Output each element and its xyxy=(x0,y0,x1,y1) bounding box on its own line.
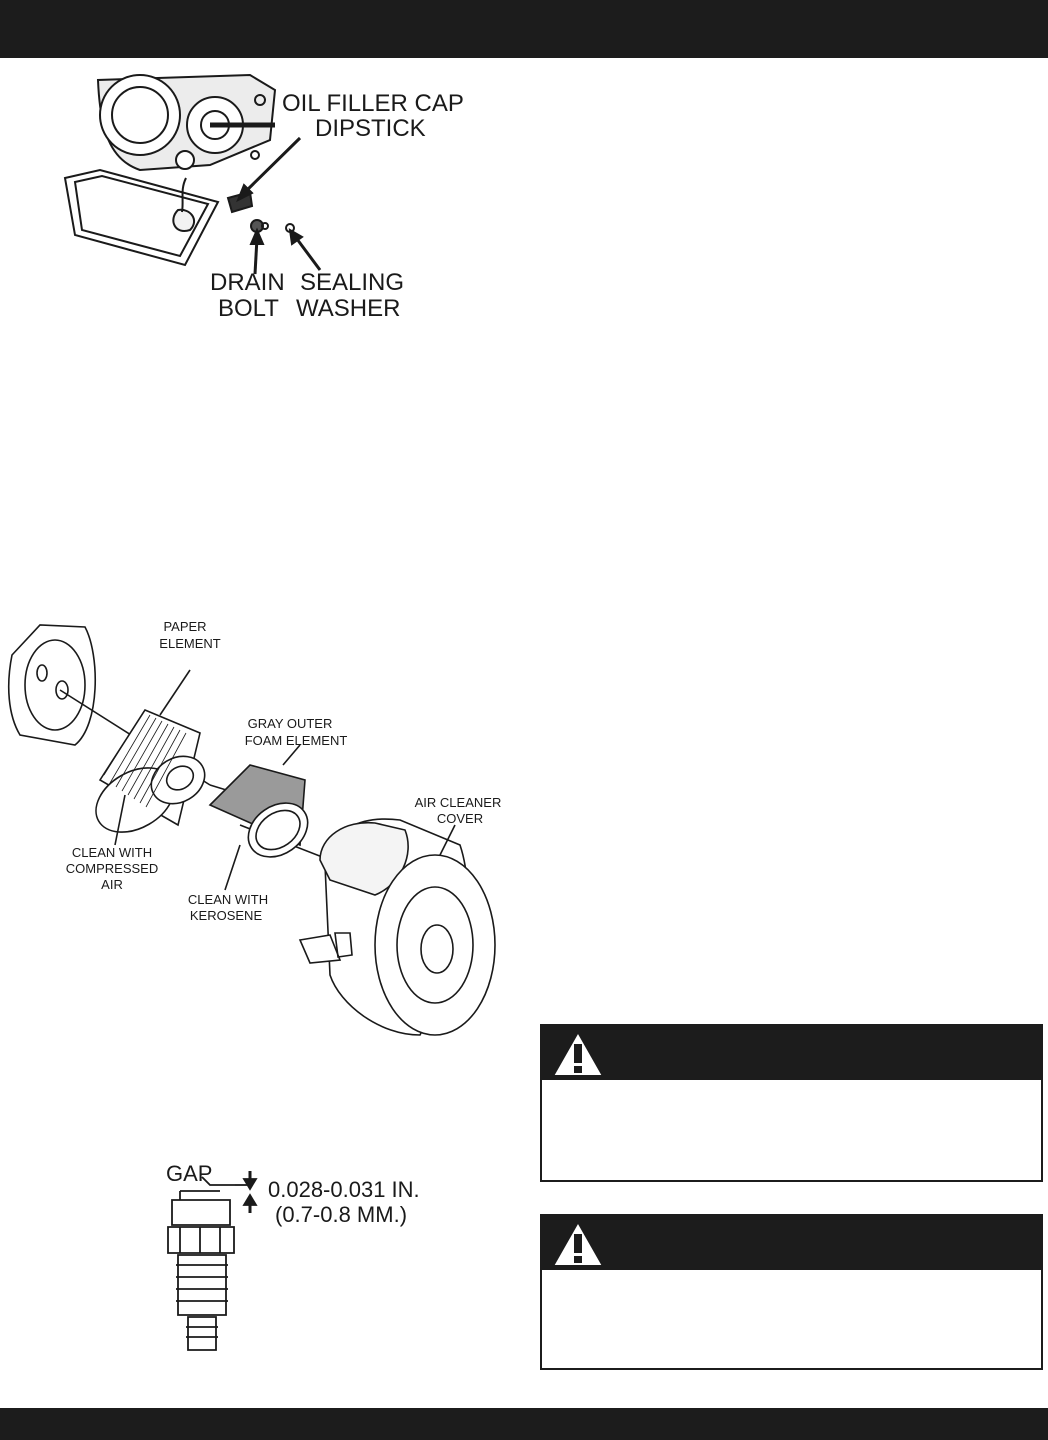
warning-body-2 xyxy=(542,1270,1041,1368)
cover-label: COVER xyxy=(436,811,484,826)
footer-band xyxy=(0,1408,1048,1440)
warning-header-2 xyxy=(542,1216,1041,1270)
sealing-label: SEALING xyxy=(300,269,405,296)
oil-filler-cap-label: OIL FILLER CAP xyxy=(282,90,464,117)
clean-with-kerosene-label: CLEAN WITH xyxy=(187,892,269,907)
oil-drain-figure xyxy=(60,70,480,330)
warning-triangle-icon xyxy=(550,1219,606,1269)
warning-body-1 xyxy=(542,1080,1041,1180)
gap-mm-value: (0.7-0.8 MM.) xyxy=(275,1202,408,1227)
foam-element-label: FOAM ELEMENT xyxy=(244,733,348,748)
air-cleaner-figure xyxy=(0,615,515,1045)
clean-with-label: CLEAN WITH xyxy=(71,845,153,860)
warning-box-2 xyxy=(540,1214,1043,1370)
gap-label: GAP xyxy=(166,1161,213,1186)
gap-inches-value: 0.028-0.031 IN. xyxy=(268,1177,420,1202)
bolt-label: BOLT xyxy=(218,295,279,322)
warning-triangle-icon xyxy=(550,1029,606,1079)
kerosene-label: KEROSENE xyxy=(189,908,263,923)
compressed-label: COMPRESSED xyxy=(65,861,159,876)
dipstick-label: DIPSTICK xyxy=(315,115,426,142)
air-label: AIR xyxy=(101,877,123,892)
air-cleaner-label: AIR CLEANER xyxy=(414,795,502,810)
gray-outer-label: GRAY OUTER xyxy=(247,716,333,731)
drain-label: DRAIN xyxy=(210,269,285,296)
warning-box-1 xyxy=(540,1024,1043,1182)
warning-header-1 xyxy=(542,1026,1041,1080)
header-band xyxy=(0,0,1048,58)
spark-plug-figure xyxy=(150,1155,450,1365)
washer-label: WASHER xyxy=(296,295,401,322)
element-label: ELEMENT xyxy=(159,636,221,651)
paper-label: PAPER xyxy=(163,619,207,634)
